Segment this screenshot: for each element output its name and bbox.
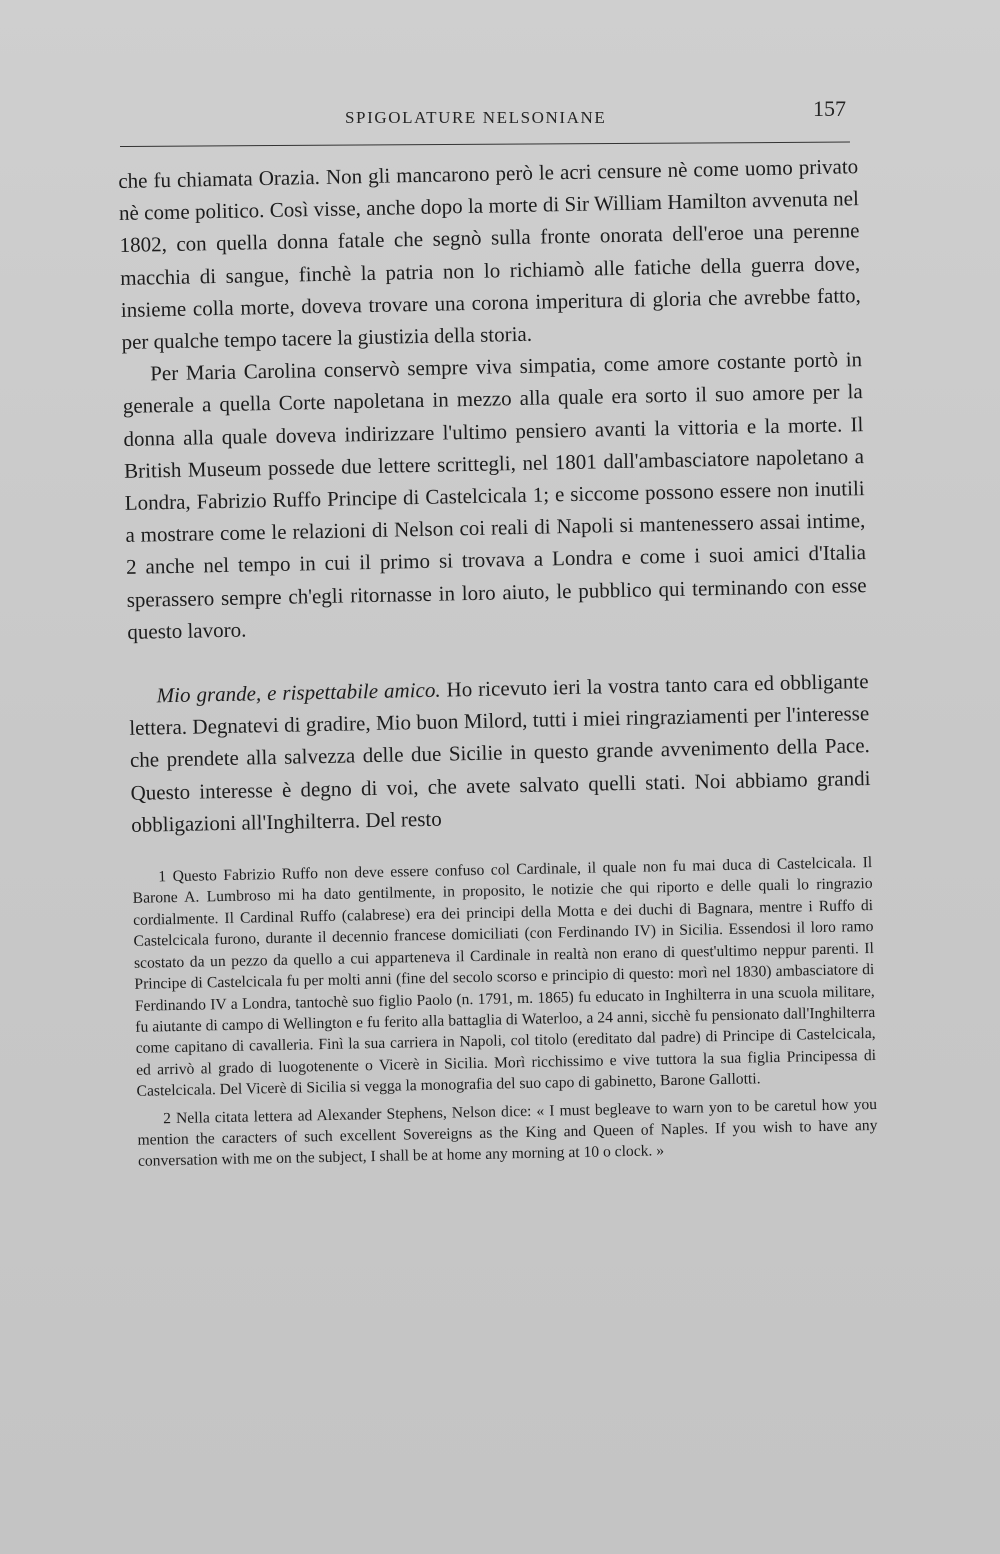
main-text	[118, 150, 878, 1178]
page-number: 157	[813, 96, 846, 121]
letter-text: Ho ricevuto ieri la vostra tanto cara ed obbligante lettera. Degnatevi di gradire, Mio buon Milord, tutti i miei ringraziamenti per l'interesse che prendete alla salvezza delle due Sicilie in questo grande avvenimento della Pace. Questo interesse è degno di voi, che avete salvato quelli stati. Noi abbiamo grandi obbligazioni all'Inghilterra. Del resto	[129, 669, 871, 837]
footnotes	[132, 852, 878, 1172]
paragraph-continued: che fu chiamata Orazia. Non gli mancarono però le acri censure nè come uomo privato nè come politico. Così visse, anche dopo la morte di Sir William Hamilton avvenuta nel 1802, con quella donna fatale che segnò sulla fronte onorata dell'eroe una perenne macchia di sangue, finchè la patria non lo richiamò alle fatiche della guerra dove, insieme colla morte, doveva trovare una corona imperitura di gloria che avrebbe fatto, per qualche tempo tacere la giustizia della storia.	[118, 154, 861, 354]
header-rule	[120, 142, 850, 147]
footnote-1: 1 Questo Fabrizio Ruffo non deve essere confuso col Cardinale, il quale non fu mai duca di Castelcicala. Il Barone A. Lumbroso mi ha dato gentilmente, in proposito, le notizie che qui riporto e delle quali lo ringrazio cordialmente. Il Cardinal Ruffo (calabrese) era dei principi della Motta e dei duchi di Bagnara, mentre i Ruffo di Castelcicala furono, durante il decennio francese domiciliati (con Ferdinando IV) in Sicilia. Essendosi il loro ramo scostato da un pezzo da quello a cui apparteneva il Cardinale in realtà non erano di quest'ultimo neppur parenti. Il Principe di Castelcicala fu per molti anni (fine del secolo scorso e principio di questo: morì nel 1830) ambasciatore di Ferdinando IV a Londra, tantochè suo figlio Paolo (n. 1791, m. 1865) fu educato in Inghilterra in una scuola militare, fu aiutante di campo di Wellington e fu ferito alla battaglia di Waterloo, a 24 anni, sicchè fu pensionato dall'Inghilterra come capitano di cavalleria. Finì la sua carriera in Napoli, col titolo (ereditato dal padre) di Principe di Castelcicala, ed arrivò al grado di luogotenente o Vicerè in Sicilia. Morì ricchissimo e vive tuttora la sua figlia Principessa di Castelcicala. Del Vicerè di Sicilia si vegga la monografia del suo capo di gabinetto, Barone Gallotti.	[132, 854, 877, 1100]
paragraph-maria-carolina: Per Maria Carolina conservò sempre viva simpatia, come amore costante portò in generale a quella Corte napoletana in mezzo alla quale era sorto il suo amore per la donna alla quale doveva indirizzare l'ultimo pensiero avanti la vittoria e la morte. Il British Museum possede due lettere scrittegli, nel 1801 dall'ambasciatore napoletano a Londra, Fabrizio Ruffo Principe di Castelcicala 1; e siccome possono essere non inutili a mostrare come le relazioni di Nelson coi reali di Napoli si mantenessero assai intime, 2 anche nel tempo in cui il primo si trovava a Londra e come i suoi amici d'Italia sperassero sempre ch'egli ritornasse in loro aiuto, le pubblico qui terminando con esse questo lavoro.	[122, 347, 867, 644]
letter-paragraph	[128, 665, 871, 841]
letter-salutation: Mio grande, e rispettabile amico.	[156, 677, 441, 708]
page-header	[120, 96, 850, 156]
footnote-2: 2 Nella citata lettera ad Alexander Stephens, Nelson dice: « I must begleave to warn yon to be caretul how you mention the caracters of such excellent Sovereigns as the King and Queen of Naples. If you wish to have any conversation with me on the subject, I shall be at home any morning at 10 o clock. »	[137, 1095, 878, 1171]
running-title: SPIGOLATURE NELSONIANE	[345, 108, 607, 127]
